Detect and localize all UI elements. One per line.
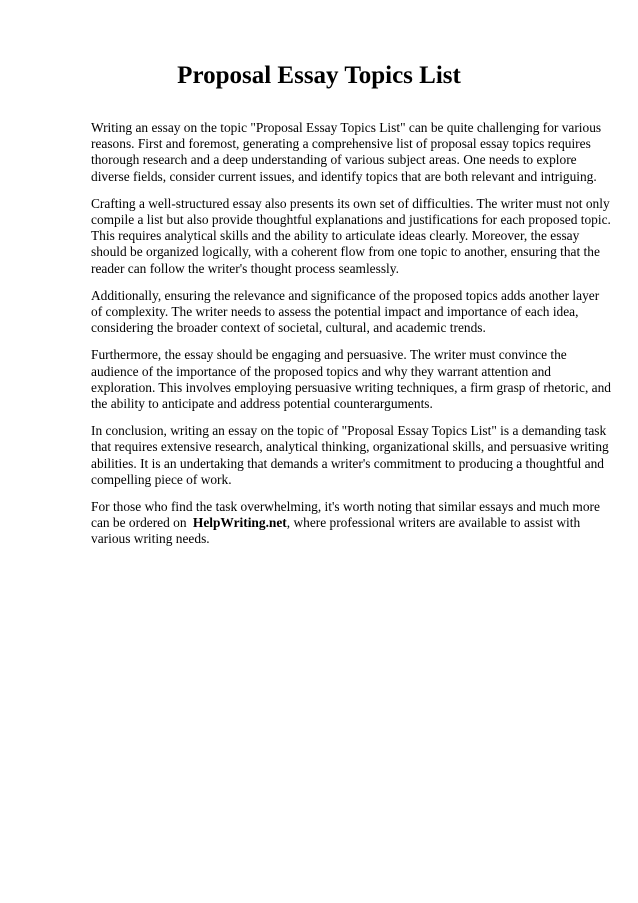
text-line: Crafting a well-structured essay also presents its own set of difficulties. The writer must not only (91, 195, 610, 211)
text-line: various writing needs. (91, 531, 210, 547)
text-line: reader can follow the writer's thought process seamlessly. (91, 260, 399, 276)
text-line: exploration. This involves employing persuasive writing techniques, a firm grasp of rhetoric, and (91, 379, 612, 395)
text-line: compelling piece of work. (91, 471, 232, 487)
text-line: audience of the importance of the proposed topics and why they warrant attention and (91, 363, 551, 379)
essay-body (91, 120, 612, 559)
paragraph-5 (91, 423, 609, 488)
text-line: should be organized logically, with a coherent flow from one topic to another, ensuring that the (91, 244, 600, 260)
text-line: considering the broader context of societal, cultural, and academic trends. (91, 320, 486, 336)
paragraph-1 (91, 120, 601, 185)
text-line: Furthermore, the essay should be engaging and persuasive. The writer must convince the (91, 347, 567, 363)
page-title: Proposal Essay Topics List (177, 62, 461, 89)
text-line-with-link (91, 515, 601, 531)
paragraph-3 (91, 288, 601, 337)
text-line: of complexity. The writer needs to assess the potential impact and importance of each idea, (91, 304, 579, 320)
text-line: the ability to anticipate and address potential counterarguments. (91, 396, 433, 412)
helpwriting-link[interactable]: HelpWriting.net (192, 515, 287, 531)
text-line: compile a list but also provide thoughtful explanations and justifications for each proposed topic. (91, 212, 611, 228)
text-line: diverse fields, consider current issues, and identify topics that are both relevant and intriguing. (91, 168, 597, 184)
paragraph-2 (91, 195, 611, 277)
text-line: abilities. It is an undertaking that demands a writer's commitment to producing a thoughtful and (91, 455, 605, 471)
text-line: For those who find the task overwhelming, it's worth noting that similar essays and much more (91, 499, 600, 515)
text-line: This requires analytical skills and the ability to articulate ideas clearly. Moreover, the essay (91, 228, 580, 244)
paragraph-4 (91, 347, 612, 412)
text-line: Writing an essay on the topic "Proposal Essay Topics List" can be quite challenging for various (91, 120, 602, 135)
text-fragment: can be ordered on (91, 515, 190, 531)
text-line: thorough research and a deep understanding of various subject areas. One needs to explore (91, 152, 577, 168)
text-line: In conclusion, writing an essay on the topic of "Proposal Essay Topics List" is a demanding task (91, 423, 607, 439)
text-line: that requires extensive research, analytical thinking, organizational skills, and persuasive writing (91, 439, 609, 455)
text-line: Additionally, ensuring the relevance and significance of the proposed topics adds another layer (91, 287, 600, 303)
paragraph-6 (91, 499, 601, 548)
text-line: reasons. First and foremost, generating a comprehensive list of proposal essay topics requires (91, 136, 591, 152)
text-fragment: , where professional writers are available to assist with (286, 515, 581, 531)
